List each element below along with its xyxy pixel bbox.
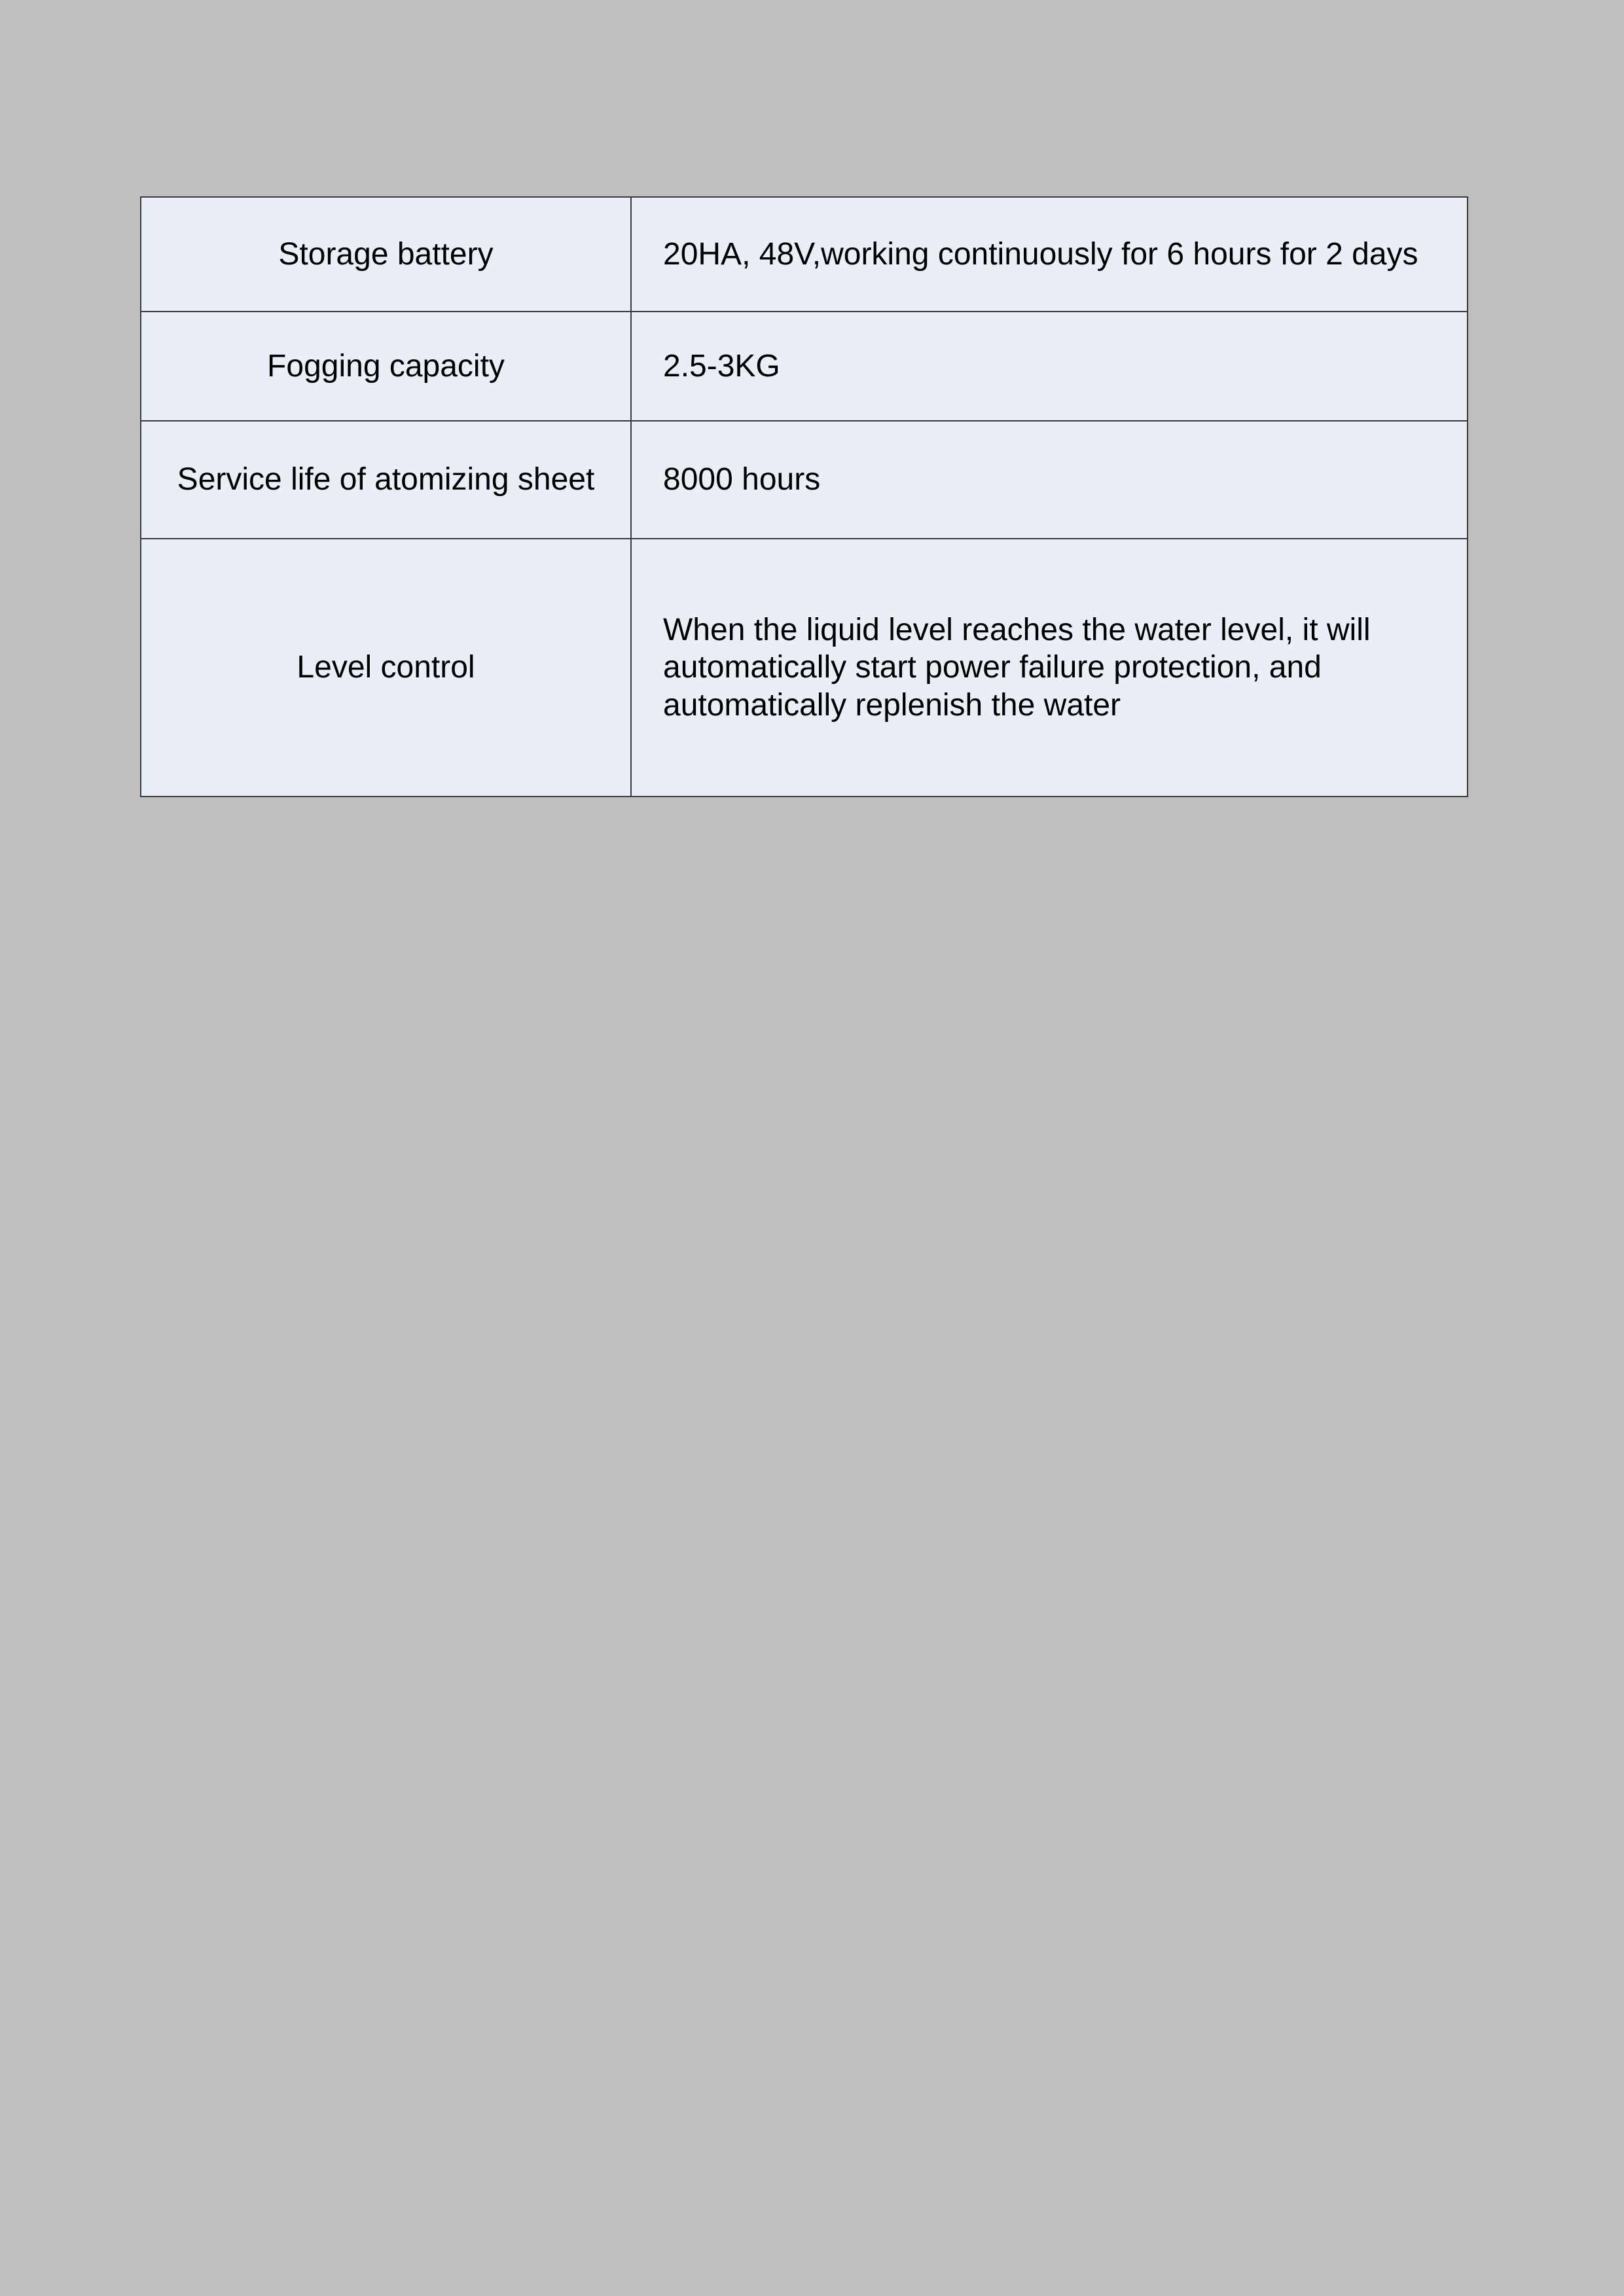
row-value	[631, 539, 1468, 797]
row-value-line: When the liquid level reaches the water level, it will	[663, 612, 1371, 647]
row-label: Storage battery	[141, 197, 631, 312]
row-label: Fogging capacity	[141, 312, 631, 421]
row-value: 8000 hours	[631, 421, 1468, 539]
row-value: 2.5-3KG	[631, 312, 1468, 421]
row-label: Service life of atomizing sheet	[141, 421, 631, 539]
spec-table	[140, 196, 1468, 797]
table-row	[141, 539, 1468, 797]
table-row	[141, 421, 1468, 539]
row-label: Level control	[141, 539, 631, 797]
table-row	[141, 197, 1468, 312]
table-row	[141, 312, 1468, 421]
row-value-line: automatically replenish the water	[663, 687, 1121, 723]
row-value: 20HA, 48V,working continuously for 6 hours for 2 days	[631, 197, 1468, 312]
row-value-line: automatically start power failure protection, and	[663, 650, 1322, 685]
